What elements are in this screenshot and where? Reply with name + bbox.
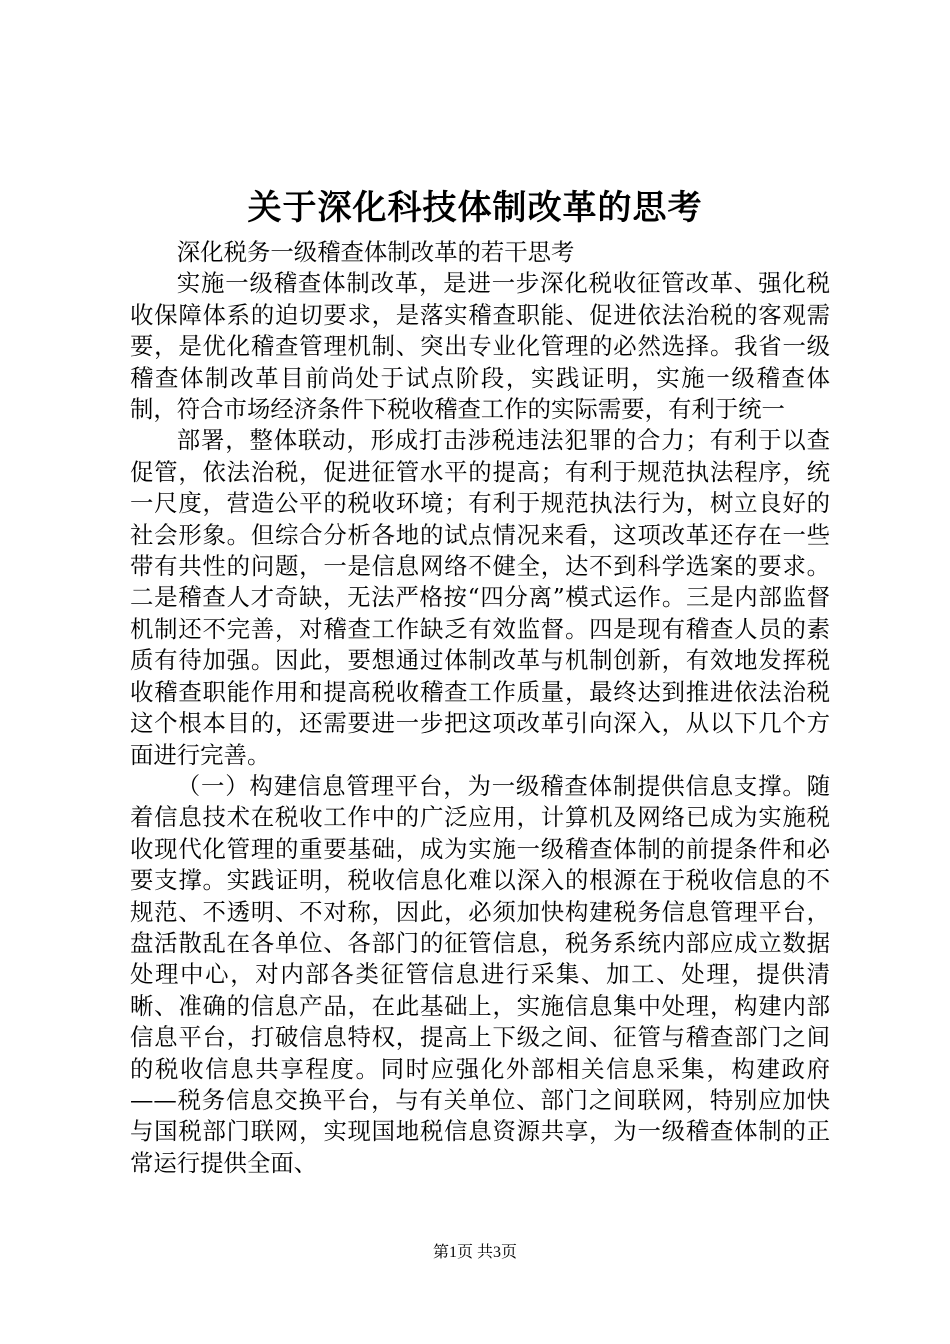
document-subtitle: 深化税务一级稽查体制改革的若干思考 [176, 238, 575, 266]
page-number-footer: 第1页 共3页 [432, 1244, 517, 1261]
document-body [130, 237, 830, 1179]
document-title: 关于深化科技体制改革的思考 [247, 188, 703, 228]
paragraph-2: 部署，整体联动，形成打击涉税违法犯罪的合力；有利于以查促管，依法治税，促进征管水平的提高；有利于规范执法程序，统一尺度，营造公平的税收环境；有利于规范执法行为，树立良好的社会形象。但综合分析各地的试点情况来看，这项改革还存在一些带有共性的问题，一是信息网络不健全，达不到科学选案的要求。二是稽查人才奇缺，无法严格按“四分离”模式运作。三是内部监督机制还不完善，对稽查工作缺乏有效监督。四是现有稽查人员的素质有待加强。因此，要想通过体制改革与机制创新，有效地发挥税收稽查职能作用和提高税收稽查工作质量，最终达到推进依法治税这个根本目的，还需要进一步把这项改革引向深入，从以下几个方面进行完善。 [130, 426, 830, 769]
paragraph-1: 实施一级稽查体制改革，是进一步深化税收征管改革、强化税收保障体系的迫切要求，是落实稽查职能、促进依法治税的客观需要，是优化稽查管理机制、突出专业化管理的必然选择。我省一级稽查体制改革目前尚处于试点阶段，实践证明，实施一级稽查体制，符合市场经济条件下税收稽查工作的实际需要，有利于统一 [130, 269, 830, 424]
paragraph-3: （一）构建信息管理平台，为一级稽查体制提供信息支撑。随着信息技术在税收工作中的广泛应用，计算机及网络已成为实施税收现代化管理的重要基础，成为实施一级稽查体制的前提条件和必要支撑。实践证明，税收信息化难以深入的根源在于税收信息的不规范、不透明、不对称，因此，必须加快构建税务信息管理平台，盘活散乱在各单位、各部门的征管信息，税务系统内部应成立数据处理中心，对内部各类征管信息进行采集、加工、处理，提供清晰、准确的信息产品，在此基础上，实施信息集中处理，构建内部信息平台，打破信息特权，提高上下级之间、征管与稽查部门之间的税收信息共享程度。同时应强化外部相关信息采集，构建政府——税务信息交换平台，与有关单位、部门之间联网，特别应加快与国税部门联网，实现国地税信息资源共享，为一级稽查体制的正常运行提供全面、 [130, 771, 830, 1177]
